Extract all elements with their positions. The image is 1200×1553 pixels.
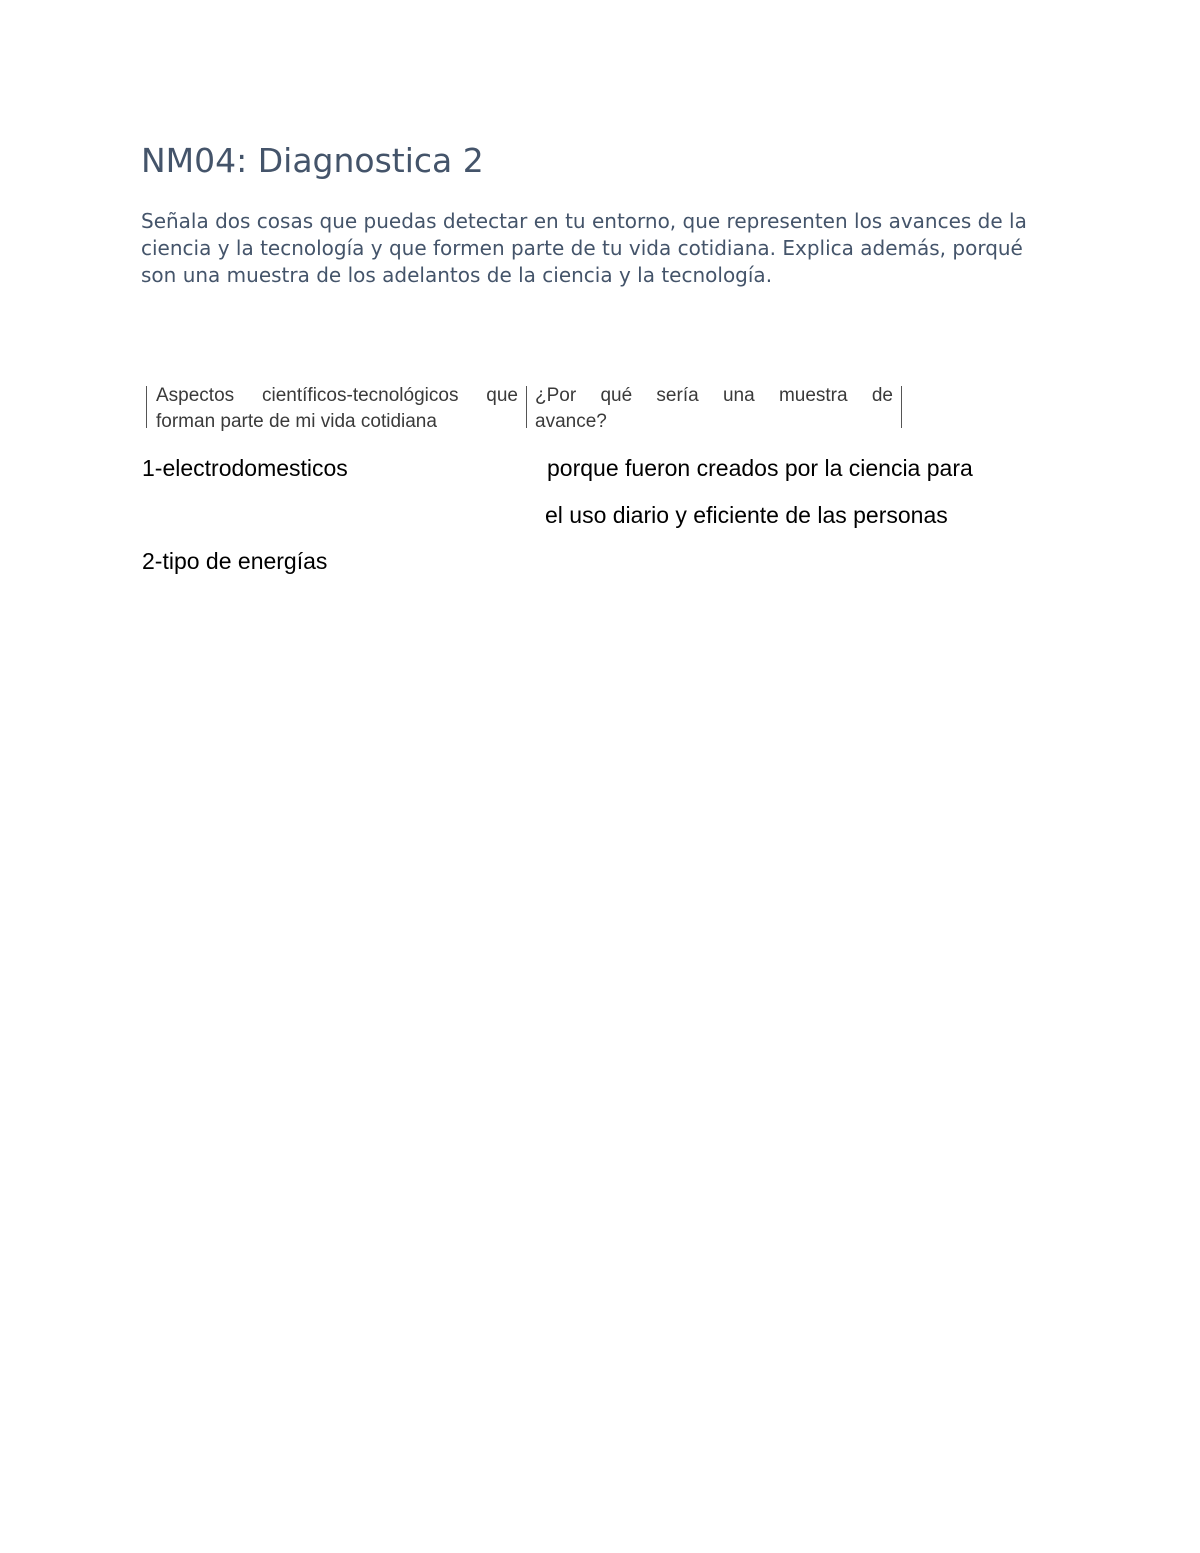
table-border-middle [526,386,527,428]
answer-item-1: 1-electrodomesticos [142,455,348,481]
table-header-col2-line1: ¿Por qué sería una muestra de [535,385,893,406]
document-title: NM04: Diagnostica 2 [141,141,484,180]
table-border-right [901,386,902,428]
answer-reason-1-line-2: el uso diario y eficiente de las personas [545,502,948,528]
table-header-col2-line2: avance? [535,411,607,431]
table-header-col1-line2: forman parte de mi vida cotidiana [156,411,437,431]
answer-item-2: 2-tipo de energías [142,548,328,574]
table-header-col1-line1: Aspectos científicos-tecnológicos que [156,385,518,406]
table-header-col2 [535,383,893,431]
question-prompt: Señala dos cosas que puedas detectar en tu entorno, que representen los avances de la ciencia y la tecnología y que formen parte de tu vida cotidiana. Explica además, porqué son una muestra de los adelantos de la ciencia y la tecnología. [141,209,1027,287]
table-header-col1 [156,383,518,431]
table-border-left [146,386,147,428]
table-header-image [143,383,905,431]
answer-reason-1-line-1: porque fueron creados por la ciencia para [547,455,973,481]
